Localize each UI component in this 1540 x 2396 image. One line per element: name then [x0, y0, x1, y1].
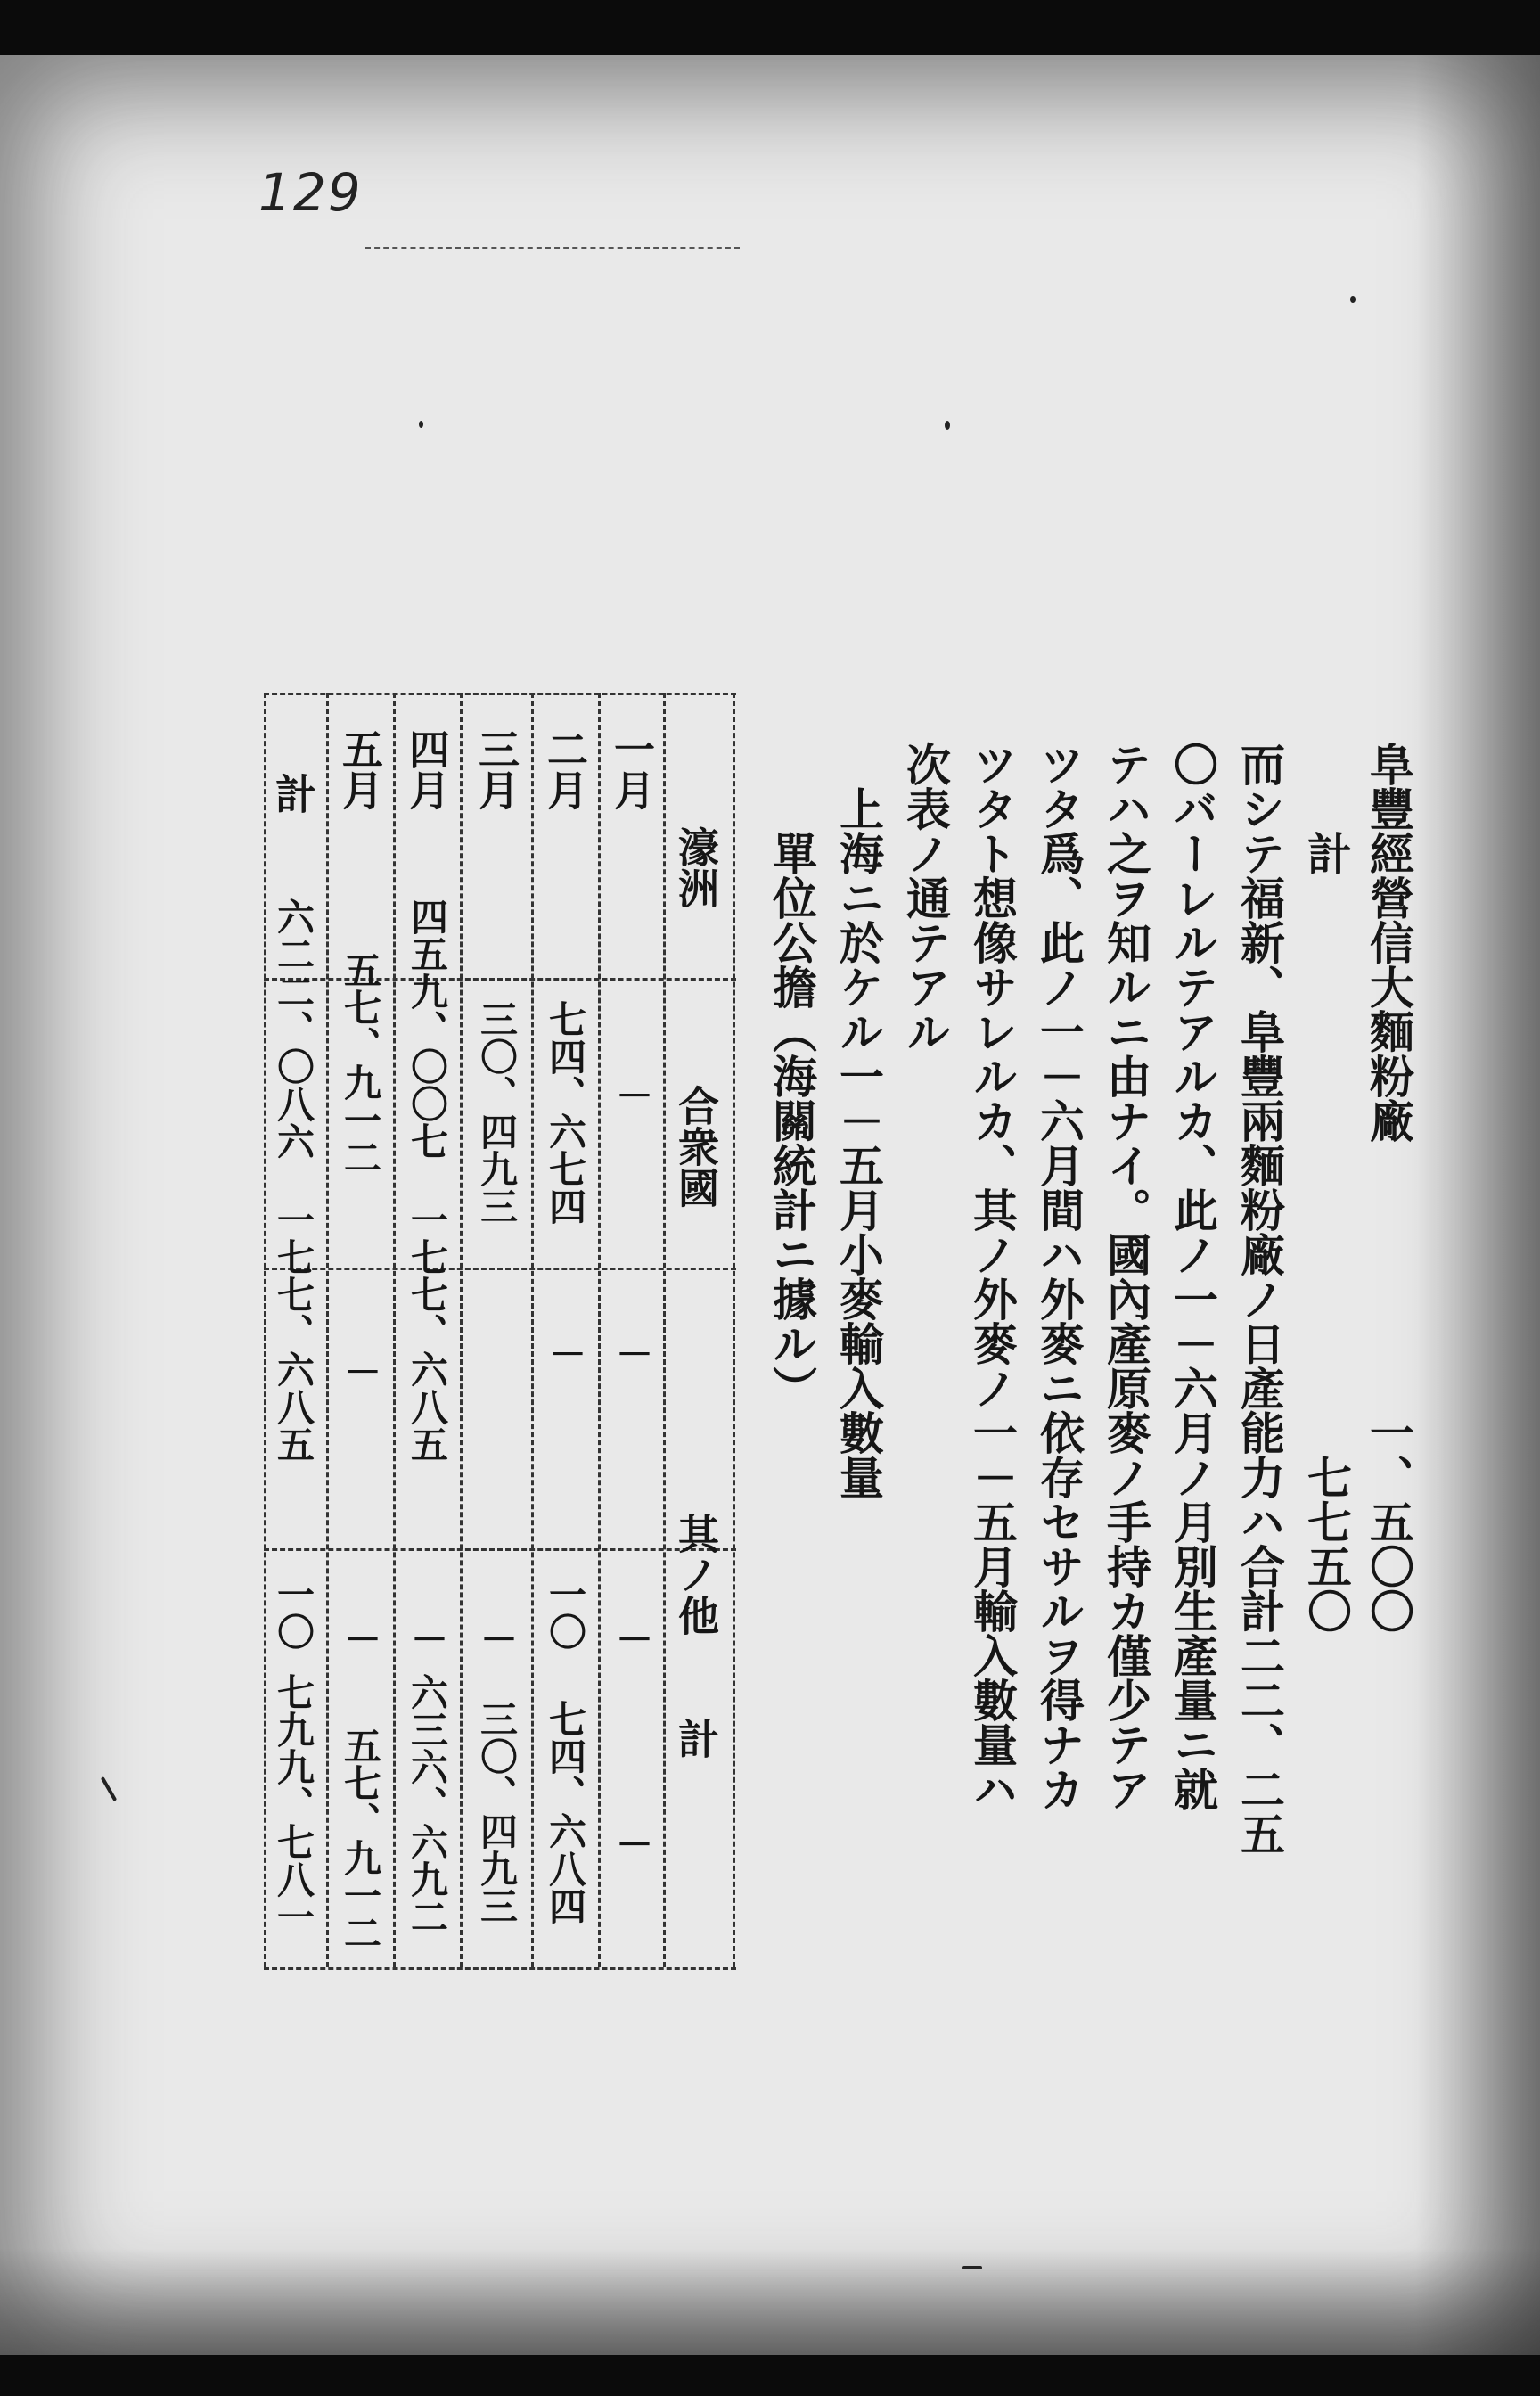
scan-speck — [419, 421, 423, 428]
text-column-2: 計 七七五〇 — [1300, 786, 1353, 1633]
page-shadow-right — [1415, 55, 1540, 2355]
document-page — [0, 55, 1540, 2355]
table-header-australia: 濠洲 — [672, 826, 720, 908]
table-bottom-border — [264, 1967, 736, 1970]
table-cell: 一〇 — [272, 1575, 315, 1650]
table-row-label: 計 — [269, 773, 317, 814]
table-cell: － — [339, 1352, 382, 1390]
table-cell: － — [610, 1620, 654, 1657]
table-cell: 一七七、六八五 — [405, 1201, 449, 1463]
table-cell: 七九九、七八一 — [272, 1673, 315, 1935]
table-cell: 三〇、四九三 — [475, 1700, 519, 1924]
table-column-rule — [326, 693, 329, 1967]
table-cell: 六三六、六九二 — [405, 1673, 449, 1935]
table-cell: － — [610, 1334, 654, 1372]
table-column-rule — [460, 693, 463, 1967]
scan-speck — [101, 1776, 117, 1801]
text-column-4: 〇バーレルテアルカ、此ノ一－六月ノ月別生產量ニ就 — [1167, 742, 1219, 1811]
table-row-label: 三月 — [472, 728, 520, 810]
wheat-import-table — [264, 693, 736, 1967]
table-cell: 五七、九一二 — [339, 1727, 382, 1951]
table-left-border — [264, 693, 266, 1967]
table-header-usa: 合衆國 — [672, 1085, 720, 1208]
page-number: 129 — [258, 162, 363, 223]
table-column-rule — [598, 693, 601, 1967]
table-cell: 一七七、六八五 — [272, 1201, 315, 1463]
text-column-6: ツタ爲、此ノ一－六月間ハ外麥ニ依存セサルヲ得ナカ — [1033, 742, 1085, 1811]
text-column-9: 上海ニ於ケル一－五月小麥輸入數量 — [832, 742, 885, 1499]
table-row-label: 二月 — [541, 728, 589, 810]
table-column-rule — [393, 693, 396, 1967]
text-column-7: ツタト想像サレルカ、其ノ外麥ノ一－五月輸入數量ハ — [966, 742, 1019, 1811]
table-cell: － — [544, 1334, 587, 1372]
scan-speck — [1350, 296, 1356, 303]
table-cell: － — [610, 1825, 654, 1862]
page-shadow-bottom — [0, 2248, 1540, 2355]
table-row-label: 五月 — [336, 728, 384, 810]
table-cell: 六二二、〇八六 — [272, 898, 315, 1160]
table-cell: － — [339, 1620, 382, 1657]
table-column-rule — [663, 693, 666, 1967]
text-column-8: 次表ノ通テアル — [899, 742, 952, 1054]
table-header-total: 計 — [672, 1718, 720, 1759]
text-column-3: 而シテ福新、阜豐兩麵粉廠ノ日產能力ハ合計二二、二五 — [1233, 742, 1286, 1856]
table-cell: － — [610, 1076, 654, 1113]
text-column-1: 阜豐經營信大麵粉廠 一、五〇〇 — [1363, 742, 1415, 1633]
table-right-border — [733, 693, 735, 1967]
page-number-underline — [365, 247, 740, 251]
table-row-label: 一月 — [608, 728, 656, 810]
table-header-other: 其ノ他 — [672, 1513, 720, 1636]
table-cell: 五七、九一二 — [339, 951, 382, 1176]
table-cell: － — [405, 1620, 449, 1657]
scan-speck — [945, 421, 950, 430]
text-column-10: 單位公擔（海關統計ニ據ル） — [766, 742, 818, 1410]
table-row-label: 四月 — [403, 728, 451, 810]
table-cell: 七四、六七四 — [544, 1000, 587, 1225]
table-cell: － — [475, 1620, 519, 1657]
table-cell: 三〇、四九三 — [475, 1000, 519, 1225]
table-cell: 七四、六八四 — [544, 1700, 587, 1924]
table-cell: 四五九、〇〇七 — [405, 898, 449, 1160]
scan-speck — [962, 2266, 982, 2269]
text-column-5: テハ之ヲ知ルニ由ナイ。國內產原麥ノ手持カ僅少テア — [1100, 742, 1152, 1811]
table-cell: 一〇 — [544, 1575, 587, 1650]
table-column-rule — [531, 693, 534, 1967]
